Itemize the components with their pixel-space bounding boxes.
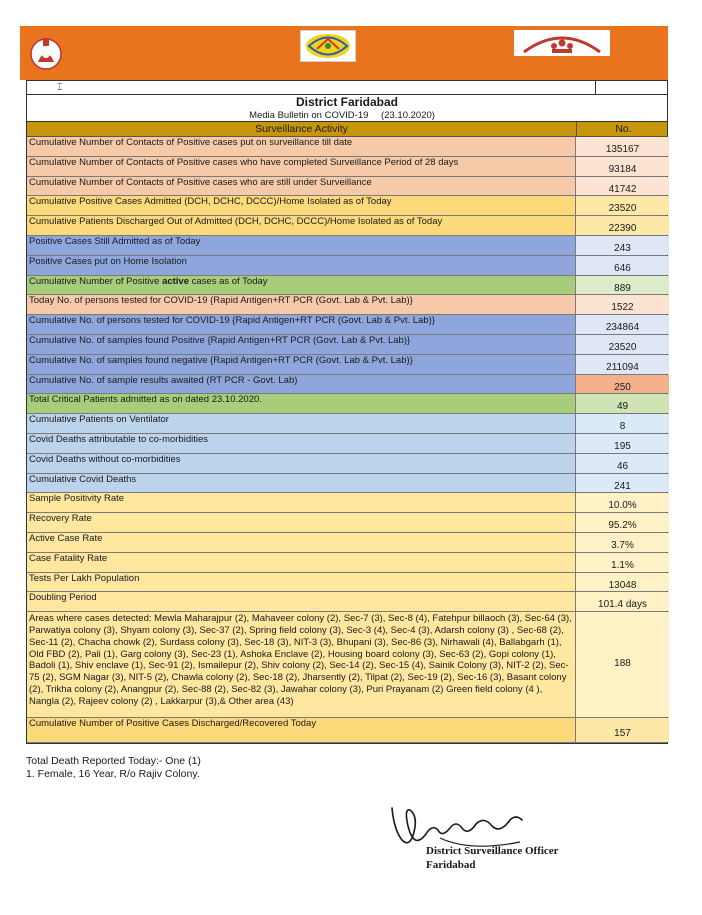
row-label: Cumulative Number of Contacts of Positive cases who are still under Surveillance <box>27 177 576 196</box>
table-row <box>27 177 667 197</box>
row-value: 23520 <box>576 196 669 215</box>
table-row <box>27 553 667 573</box>
row-label: Positive Cases Still Admitted as of Today <box>27 236 576 255</box>
signatory-place: Faridabad <box>426 859 476 871</box>
row-label: Cumulative No. of samples found negative {Rapid Antigen+RT PCR (Govt. Lab & Pvt. Lab)} <box>27 355 576 374</box>
header-banner <box>20 26 668 80</box>
bulletin-subtitle <box>27 110 667 122</box>
row-value: 101.4 days <box>576 592 669 611</box>
table-row <box>27 355 667 375</box>
row-value: 243 <box>576 236 669 255</box>
table-row <box>27 216 667 236</box>
table-row <box>27 434 667 454</box>
row-label: Cumulative No. of samples found Positive {Rapid Antigen+RT PCR (Govt. Lab & Pvt. Lab)} <box>27 335 576 354</box>
table-body <box>27 137 667 743</box>
row-value: 49 <box>576 394 669 413</box>
table-row <box>27 375 667 395</box>
table-row <box>27 454 667 474</box>
table-header <box>27 122 667 137</box>
row-value: 646 <box>576 256 669 275</box>
row-value: 195 <box>576 434 669 453</box>
row-value: 1522 <box>576 295 669 314</box>
haryana-emblem-icon <box>26 32 66 74</box>
table-row <box>27 394 667 414</box>
district-title: District Faridabad <box>295 95 399 109</box>
row-value: 157 <box>576 718 669 742</box>
table-row <box>27 196 667 216</box>
row-value: 93184 <box>576 157 669 176</box>
row-label: Cumulative Number of Contacts of Positive cases put on surveillance till date <box>27 137 576 156</box>
column-header-no: No. <box>576 122 670 137</box>
table-row <box>27 592 667 612</box>
row-label: Total Critical Patients admitted as on dated 23.10.2020. <box>27 394 576 413</box>
table-row <box>27 335 667 355</box>
table-row <box>27 414 667 434</box>
table-row <box>27 718 667 743</box>
table-row <box>27 533 667 553</box>
table-row <box>27 236 667 256</box>
table-row <box>27 474 667 494</box>
death-report <box>26 755 201 781</box>
row-label: Cumulative Number of Contacts of Positive cases who have completed Surveillance Period of 28 days <box>27 157 576 176</box>
row-label: Cumulative No. of sample results awaited (RT PCR - Govt. Lab) <box>27 375 576 394</box>
row-value: 13048 <box>576 573 669 592</box>
row-label-part: cases as of Today <box>189 275 268 287</box>
row-label: Cumulative Number of Positive Cases Discharged/Recovered Today <box>27 718 576 742</box>
bulletin-date: (23.10.2020) <box>381 110 435 121</box>
row-value: 95.2% <box>576 513 669 532</box>
row-value: 46 <box>576 454 669 473</box>
column-header-activity: Surveillance Activity <box>255 123 348 135</box>
row-value: 8 <box>576 414 669 433</box>
row-label: Cumulative No. of persons tested for COVID-19 {Rapid Antigen+RT PCR (Govt. Lab & Pvt. Lab)} <box>27 315 576 334</box>
row-label: Covid Deaths without co-morbidities <box>27 454 576 473</box>
national-health-mission-logo-icon <box>514 30 610 56</box>
row-value: 889 <box>576 276 669 295</box>
row-label: Areas where cases detected: Mewla Maharajpur (2), Mahaveer colony (2), Sec-7 (3), Sec-8 (4), Fatehpur billaoch (3), Sec-64 (3), Parwatiya colony (3), Shyam colony (3), Sec-37 (2), Spring field colony (3), Sec-3 (4), Sec-4 (3), Adarsh colony (3) , Sec-68 (2), Sec-11 (2), Chacha chowk (2), Surdass colony (3), Sec-18 (3), NIT-3 (3), Bhupani (3), Sec-86 (3), Nirhawali (4), Ballabgarh (1), Old FBD (2), Pali (1), Garg colony (3), Sec-23 (1), Ashoka Enclave (2), Housing board colony (3), Sec-63 (2), Gopi colony (1), Badoli (1), Shiv enclave (1), Sec-91 (2), Ismailepur (2), Shiv colony (2), Sec-14 (2), Sec-15 (4), Sainik Colony (3), NIT-2 (2), Sec-75 (2), SGM Nagar (3), NIT-5 (2), Chawla colony (2), Sec-18 (2), Jharsently (2), Tilpat (2), Sec-19 (2), Sec-16 (3), Basant colony (2), Trikha colony (2), Anangpur (2), Sec-88 (2), Sec-82 (3), Jawahar colony (3), Puri Prayanam (2) Green field colony (4 ), Nangla (2), Rajeev colony (2) , Lakkarpur (3),& Other area (43) <box>27 612 576 717</box>
row-label: Positive Cases put on Home Isolation <box>27 256 576 275</box>
row-label: Tests Per Lakh Population <box>27 573 576 592</box>
row-value: 10.0% <box>576 493 669 512</box>
row-value: 1.1% <box>576 553 669 572</box>
row-value: 22390 <box>576 216 669 235</box>
row-value: 234864 <box>576 315 669 334</box>
cell-cursor-mark: ⌶ <box>57 82 63 92</box>
row-value: 211094 <box>576 355 669 374</box>
row-value: 188 <box>576 612 669 717</box>
row-label-part: Cumulative Number of Positive <box>29 275 163 287</box>
row-label <box>27 276 576 295</box>
bulletin-name: Media Bulletin on COVID-19 <box>249 110 369 121</box>
death-report-total: Total Death Reported Today:- One (1) <box>26 755 201 767</box>
row-value: 41742 <box>576 177 669 196</box>
table-row <box>27 276 667 296</box>
blank-row <box>27 81 667 95</box>
row-label: Cumulative Covid Deaths <box>27 474 576 493</box>
table-row <box>27 612 667 718</box>
death-report-detail: 1. Female, 16 Year, R/o Rajiv Colony. <box>26 768 200 780</box>
row-value: 3.7% <box>576 533 669 552</box>
signatory-designation: District Surveillance Officer <box>426 845 559 857</box>
row-label: Covid Deaths attributable to co-morbidities <box>27 434 576 453</box>
signature-block <box>426 844 559 872</box>
table-row <box>27 295 667 315</box>
row-label: Cumulative Patients Discharged Out of Admitted (DCH, DCHC, DCCC)/Home Isolated as of Today <box>27 216 576 235</box>
row-label: Cumulative Positive Cases Admitted (DCH, DCHC, DCCC)/Home Isolated as of Today <box>27 196 576 215</box>
row-label: Case Fatality Rate <box>27 553 576 572</box>
row-value: 241 <box>576 474 669 493</box>
column-divider <box>595 81 596 95</box>
health-dept-logo-icon <box>300 30 356 62</box>
row-label: Today No. of persons tested for COVID-19 {Rapid Antigen+RT PCR (Govt. Lab & Pvt. Lab)} <box>27 295 576 314</box>
table-row <box>27 157 667 177</box>
table-row <box>27 513 667 533</box>
table-row <box>27 256 667 276</box>
row-label: Active Case Rate <box>27 533 576 552</box>
row-label: Doubling Period <box>27 592 576 611</box>
row-label: Sample Positivity Rate <box>27 493 576 512</box>
table-row <box>27 493 667 513</box>
row-label-emphasis: active <box>162 275 189 287</box>
table-row <box>27 137 667 157</box>
row-value: 135167 <box>576 137 669 156</box>
row-value: 250 <box>576 375 669 394</box>
row-label: Cumulative Patients on Ventilator <box>27 414 576 433</box>
bulletin-table <box>26 80 668 744</box>
table-row <box>27 315 667 335</box>
table-row <box>27 573 667 593</box>
row-label: Recovery Rate <box>27 513 576 532</box>
row-value: 23520 <box>576 335 669 354</box>
